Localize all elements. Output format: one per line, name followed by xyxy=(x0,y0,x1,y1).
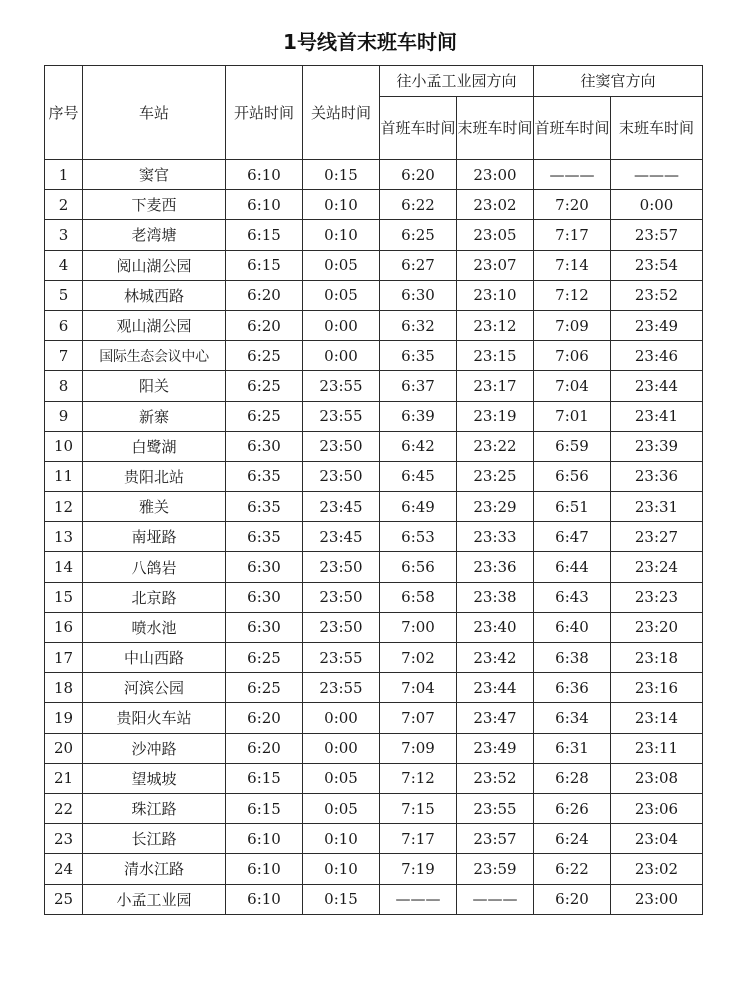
dir2-last-train-cell: 23:08 xyxy=(611,763,703,793)
seq-cell: 4 xyxy=(45,250,83,280)
open-time-cell: 6:35 xyxy=(226,492,303,522)
close-time-cell: 23:55 xyxy=(303,371,380,401)
dir1-first-train-cell: 6:27 xyxy=(380,250,457,280)
dir2-first-train-cell: 6:38 xyxy=(534,643,611,673)
dir2-last-train-cell: 23:54 xyxy=(611,250,703,280)
open-time-cell: 6:30 xyxy=(226,582,303,612)
table-row xyxy=(45,884,703,914)
open-time-cell: 6:15 xyxy=(226,250,303,280)
dir1-first-train-cell: 7:12 xyxy=(380,763,457,793)
dir2-last-train-cell: 23:27 xyxy=(611,522,703,552)
close-time-cell: 23:55 xyxy=(303,643,380,673)
seq-cell: 21 xyxy=(45,763,83,793)
dir2-first-train-cell: 6:34 xyxy=(534,703,611,733)
station-cell: 珠江路 xyxy=(83,793,226,823)
open-time-cell: 6:25 xyxy=(226,401,303,431)
seq-cell: 22 xyxy=(45,793,83,823)
dir2-last-train-cell: ——— xyxy=(611,160,703,190)
seq-cell: 23 xyxy=(45,824,83,854)
header-open-time: 开站时间 xyxy=(226,66,303,160)
open-time-cell: 6:35 xyxy=(226,522,303,552)
dir1-first-train-cell: 6:42 xyxy=(380,431,457,461)
dir2-last-train-cell: 23:41 xyxy=(611,401,703,431)
dir1-first-train-cell: 7:07 xyxy=(380,703,457,733)
header-direction-douguan: 往窦官方向 xyxy=(534,66,703,97)
station-cell: 沙冲路 xyxy=(83,733,226,763)
seq-cell: 9 xyxy=(45,401,83,431)
seq-cell: 18 xyxy=(45,673,83,703)
dir2-first-train-cell: 6:47 xyxy=(534,522,611,552)
dir2-last-train-cell: 23:02 xyxy=(611,854,703,884)
table-row xyxy=(45,854,703,884)
timetable xyxy=(44,65,703,915)
open-time-cell: 6:25 xyxy=(226,371,303,401)
close-time-cell: 0:00 xyxy=(303,733,380,763)
dir2-first-train-cell: 7:06 xyxy=(534,341,611,371)
dir1-last-train-cell: 23:36 xyxy=(457,552,534,582)
open-time-cell: 6:30 xyxy=(226,612,303,642)
close-time-cell: 0:05 xyxy=(303,763,380,793)
dir2-first-train-cell: 6:31 xyxy=(534,733,611,763)
station-cell: 清水江路 xyxy=(83,854,226,884)
close-time-cell: 0:10 xyxy=(303,220,380,250)
dir2-last-train-cell: 23:00 xyxy=(611,884,703,914)
dir1-first-train-cell: 7:02 xyxy=(380,643,457,673)
seq-cell: 2 xyxy=(45,190,83,220)
dir1-last-train-cell: 23:40 xyxy=(457,612,534,642)
table-row xyxy=(45,371,703,401)
dir1-last-train-cell: 23:17 xyxy=(457,371,534,401)
seq-cell: 5 xyxy=(45,280,83,310)
seq-cell: 1 xyxy=(45,160,83,190)
station-cell: 小孟工业园 xyxy=(83,884,226,914)
close-time-cell: 23:50 xyxy=(303,552,380,582)
table-row xyxy=(45,220,703,250)
open-time-cell: 6:10 xyxy=(226,884,303,914)
dir2-first-train-cell: 7:12 xyxy=(534,280,611,310)
header-close-time: 关站时间 xyxy=(303,66,380,160)
dir1-last-train-cell: 23:12 xyxy=(457,310,534,340)
table-row xyxy=(45,733,703,763)
table-row xyxy=(45,401,703,431)
close-time-cell: 0:05 xyxy=(303,250,380,280)
dir1-first-train-cell: 6:30 xyxy=(380,280,457,310)
open-time-cell: 6:30 xyxy=(226,431,303,461)
close-time-cell: 0:15 xyxy=(303,160,380,190)
station-cell: 窦官 xyxy=(83,160,226,190)
seq-cell: 14 xyxy=(45,552,83,582)
station-cell: 贵阳北站 xyxy=(83,461,226,491)
close-time-cell: 0:00 xyxy=(303,310,380,340)
dir1-last-train-cell: 23:07 xyxy=(457,250,534,280)
dir2-last-train-cell: 23:14 xyxy=(611,703,703,733)
dir2-last-train-cell: 23:57 xyxy=(611,220,703,250)
open-time-cell: 6:10 xyxy=(226,190,303,220)
dir2-last-train-cell: 23:49 xyxy=(611,310,703,340)
station-cell: 新寨 xyxy=(83,401,226,431)
table-row xyxy=(45,643,703,673)
header-dir1-first-train: 首班车时间 xyxy=(380,97,457,160)
station-cell: 老湾塘 xyxy=(83,220,226,250)
dir1-first-train-cell: 6:25 xyxy=(380,220,457,250)
station-cell: 八鸽岩 xyxy=(83,552,226,582)
station-cell: 中山西路 xyxy=(83,643,226,673)
dir1-first-train-cell: 6:58 xyxy=(380,582,457,612)
seq-cell: 19 xyxy=(45,703,83,733)
dir2-last-train-cell: 23:24 xyxy=(611,552,703,582)
close-time-cell: 23:50 xyxy=(303,431,380,461)
open-time-cell: 6:10 xyxy=(226,824,303,854)
dir2-first-train-cell: 7:01 xyxy=(534,401,611,431)
close-time-cell: 23:45 xyxy=(303,522,380,552)
dir2-last-train-cell: 23:23 xyxy=(611,582,703,612)
dir1-last-train-cell: 23:42 xyxy=(457,643,534,673)
dir1-first-train-cell: 7:15 xyxy=(380,793,457,823)
dir1-last-train-cell: 23:02 xyxy=(457,190,534,220)
station-cell: 林城西路 xyxy=(83,280,226,310)
dir2-last-train-cell: 23:04 xyxy=(611,824,703,854)
close-time-cell: 0:15 xyxy=(303,884,380,914)
dir1-last-train-cell: 23:22 xyxy=(457,431,534,461)
seq-cell: 16 xyxy=(45,612,83,642)
dir1-last-train-cell: ——— xyxy=(457,884,534,914)
dir1-last-train-cell: 23:25 xyxy=(457,461,534,491)
dir2-last-train-cell: 23:36 xyxy=(611,461,703,491)
dir2-first-train-cell: 6:56 xyxy=(534,461,611,491)
dir2-last-train-cell: 23:52 xyxy=(611,280,703,310)
table-row xyxy=(45,552,703,582)
dir2-last-train-cell: 23:16 xyxy=(611,673,703,703)
open-time-cell: 6:25 xyxy=(226,673,303,703)
table-row xyxy=(45,582,703,612)
dir1-last-train-cell: 23:47 xyxy=(457,703,534,733)
station-cell: 下麦西 xyxy=(83,190,226,220)
dir2-last-train-cell: 0:00 xyxy=(611,190,703,220)
dir1-first-train-cell: 7:00 xyxy=(380,612,457,642)
dir1-first-train-cell: 7:09 xyxy=(380,733,457,763)
dir1-first-train-cell: 7:17 xyxy=(380,824,457,854)
dir1-last-train-cell: 23:49 xyxy=(457,733,534,763)
dir1-first-train-cell: 6:20 xyxy=(380,160,457,190)
header-direction-xiaomeng: 往小孟工业园方向 xyxy=(380,66,534,97)
open-time-cell: 6:35 xyxy=(226,461,303,491)
dir2-first-train-cell: 7:04 xyxy=(534,371,611,401)
dir1-last-train-cell: 23:33 xyxy=(457,522,534,552)
dir2-last-train-cell: 23:31 xyxy=(611,492,703,522)
close-time-cell: 23:50 xyxy=(303,461,380,491)
dir2-first-train-cell: 6:22 xyxy=(534,854,611,884)
station-cell: 南垭路 xyxy=(83,522,226,552)
close-time-cell: 0:10 xyxy=(303,854,380,884)
dir2-first-train-cell: 7:14 xyxy=(534,250,611,280)
station-cell: 北京路 xyxy=(83,582,226,612)
close-time-cell: 0:00 xyxy=(303,341,380,371)
dir1-last-train-cell: 23:15 xyxy=(457,341,534,371)
dir1-first-train-cell: 6:45 xyxy=(380,461,457,491)
station-cell: 国际生态会议中心 xyxy=(83,341,226,371)
dir1-last-train-cell: 23:52 xyxy=(457,763,534,793)
table-row xyxy=(45,824,703,854)
station-cell: 望城坡 xyxy=(83,763,226,793)
dir1-last-train-cell: 23:44 xyxy=(457,673,534,703)
dir1-last-train-cell: 23:10 xyxy=(457,280,534,310)
seq-cell: 17 xyxy=(45,643,83,673)
dir2-first-train-cell: 6:20 xyxy=(534,884,611,914)
dir1-last-train-cell: 23:00 xyxy=(457,160,534,190)
close-time-cell: 23:45 xyxy=(303,492,380,522)
dir2-first-train-cell: 6:36 xyxy=(534,673,611,703)
seq-cell: 7 xyxy=(45,341,83,371)
open-time-cell: 6:30 xyxy=(226,552,303,582)
dir2-last-train-cell: 23:11 xyxy=(611,733,703,763)
station-cell: 长江路 xyxy=(83,824,226,854)
header-dir1-last-train: 末班车时间 xyxy=(457,97,534,160)
open-time-cell: 6:20 xyxy=(226,703,303,733)
dir2-first-train-cell: 6:24 xyxy=(534,824,611,854)
open-time-cell: 6:20 xyxy=(226,280,303,310)
close-time-cell: 23:55 xyxy=(303,401,380,431)
dir2-last-train-cell: 23:46 xyxy=(611,341,703,371)
seq-cell: 24 xyxy=(45,854,83,884)
station-cell: 贵阳火车站 xyxy=(83,703,226,733)
dir2-first-train-cell: 6:26 xyxy=(534,793,611,823)
close-time-cell: 23:50 xyxy=(303,612,380,642)
page-title: 1号线首末班车时间 xyxy=(283,30,457,54)
dir2-last-train-cell: 23:44 xyxy=(611,371,703,401)
table-row xyxy=(45,190,703,220)
open-time-cell: 6:25 xyxy=(226,643,303,673)
open-time-cell: 6:15 xyxy=(226,793,303,823)
dir1-first-train-cell: 6:22 xyxy=(380,190,457,220)
seq-cell: 25 xyxy=(45,884,83,914)
dir1-first-train-cell: 6:35 xyxy=(380,341,457,371)
seq-cell: 15 xyxy=(45,582,83,612)
open-time-cell: 6:20 xyxy=(226,733,303,763)
station-cell: 喷水池 xyxy=(83,612,226,642)
dir2-first-train-cell: 7:20 xyxy=(534,190,611,220)
dir1-first-train-cell: 6:53 xyxy=(380,522,457,552)
dir2-last-train-cell: 23:18 xyxy=(611,643,703,673)
dir1-last-train-cell: 23:55 xyxy=(457,793,534,823)
dir2-first-train-cell: 6:28 xyxy=(534,763,611,793)
seq-cell: 6 xyxy=(45,310,83,340)
dir2-first-train-cell: 6:59 xyxy=(534,431,611,461)
dir2-first-train-cell: 6:44 xyxy=(534,552,611,582)
dir2-first-train-cell: 6:51 xyxy=(534,492,611,522)
header-seq: 序号 xyxy=(45,66,83,160)
open-time-cell: 6:15 xyxy=(226,763,303,793)
station-cell: 阅山湖公园 xyxy=(83,250,226,280)
dir2-last-train-cell: 23:39 xyxy=(611,431,703,461)
close-time-cell: 23:50 xyxy=(303,582,380,612)
table-row xyxy=(45,793,703,823)
open-time-cell: 6:10 xyxy=(226,160,303,190)
station-cell: 白鹭湖 xyxy=(83,431,226,461)
dir1-last-train-cell: 23:38 xyxy=(457,582,534,612)
table-row xyxy=(45,160,703,190)
table-row xyxy=(45,341,703,371)
close-time-cell: 23:55 xyxy=(303,673,380,703)
dir1-last-train-cell: 23:59 xyxy=(457,854,534,884)
dir2-first-train-cell: ——— xyxy=(534,160,611,190)
table-row xyxy=(45,461,703,491)
station-cell: 观山湖公园 xyxy=(83,310,226,340)
dir2-first-train-cell: 6:43 xyxy=(534,582,611,612)
station-cell: 河滨公园 xyxy=(83,673,226,703)
header-dir2-first-train: 首班车时间 xyxy=(534,97,611,160)
table-row xyxy=(45,310,703,340)
seq-cell: 12 xyxy=(45,492,83,522)
close-time-cell: 0:05 xyxy=(303,280,380,310)
seq-cell: 13 xyxy=(45,522,83,552)
open-time-cell: 6:20 xyxy=(226,310,303,340)
open-time-cell: 6:15 xyxy=(226,220,303,250)
table-row xyxy=(45,673,703,703)
dir1-first-train-cell: 6:39 xyxy=(380,401,457,431)
close-time-cell: 0:10 xyxy=(303,824,380,854)
table-row xyxy=(45,763,703,793)
dir2-last-train-cell: 23:06 xyxy=(611,793,703,823)
dir2-first-train-cell: 7:17 xyxy=(534,220,611,250)
dir1-first-train-cell: 6:37 xyxy=(380,371,457,401)
open-time-cell: 6:25 xyxy=(226,341,303,371)
seq-cell: 11 xyxy=(45,461,83,491)
close-time-cell: 0:10 xyxy=(303,190,380,220)
dir2-first-train-cell: 7:09 xyxy=(534,310,611,340)
header-dir2-last-train: 末班车时间 xyxy=(611,97,703,160)
dir1-first-train-cell: 6:49 xyxy=(380,492,457,522)
dir1-first-train-cell: 7:19 xyxy=(380,854,457,884)
table-row xyxy=(45,703,703,733)
table-row xyxy=(45,431,703,461)
header-station: 车站 xyxy=(83,66,226,160)
dir1-first-train-cell: 6:32 xyxy=(380,310,457,340)
table-row xyxy=(45,612,703,642)
table-row xyxy=(45,280,703,310)
dir1-first-train-cell: ——— xyxy=(380,884,457,914)
table-row xyxy=(45,250,703,280)
close-time-cell: 0:05 xyxy=(303,793,380,823)
table-row xyxy=(45,522,703,552)
open-time-cell: 6:10 xyxy=(226,854,303,884)
seq-cell: 3 xyxy=(45,220,83,250)
seq-cell: 10 xyxy=(45,431,83,461)
seq-cell: 20 xyxy=(45,733,83,763)
station-cell: 阳关 xyxy=(83,371,226,401)
dir2-first-train-cell: 6:40 xyxy=(534,612,611,642)
seq-cell: 8 xyxy=(45,371,83,401)
close-time-cell: 0:00 xyxy=(303,703,380,733)
dir1-last-train-cell: 23:19 xyxy=(457,401,534,431)
dir2-last-train-cell: 23:20 xyxy=(611,612,703,642)
dir1-last-train-cell: 23:05 xyxy=(457,220,534,250)
dir1-first-train-cell: 6:56 xyxy=(380,552,457,582)
timetable-body xyxy=(45,160,703,915)
dir1-first-train-cell: 7:04 xyxy=(380,673,457,703)
dir1-last-train-cell: 23:29 xyxy=(457,492,534,522)
dir1-last-train-cell: 23:57 xyxy=(457,824,534,854)
table-row xyxy=(45,492,703,522)
station-cell: 雅关 xyxy=(83,492,226,522)
